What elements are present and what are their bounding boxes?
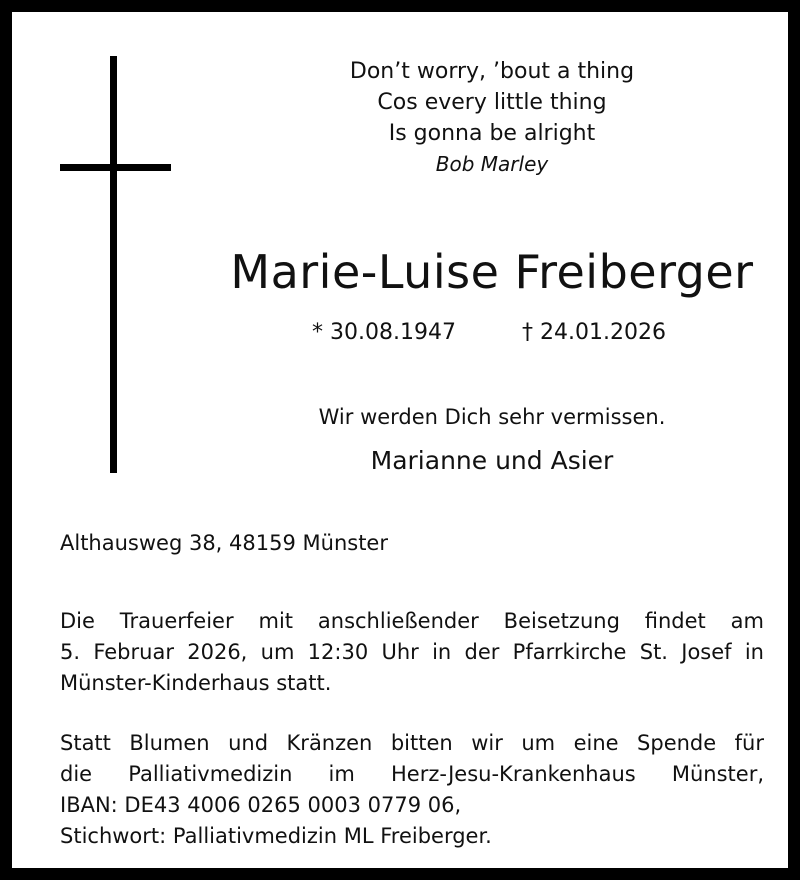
donation-line: die Palliativmedizin im Herz-Jesu-Krankenhaus Münster, bbox=[60, 762, 764, 786]
quote-block bbox=[272, 56, 712, 180]
donation-line: Statt Blumen und Kränzen bitten wir um eine Spende für bbox=[60, 731, 764, 755]
ceremony-line: Münster-Kinderhaus statt. bbox=[60, 671, 332, 695]
donation-paragraph bbox=[60, 728, 764, 852]
quote-line: Don’t worry, ’bout a thing bbox=[349, 59, 635, 84]
farewell-message: Wir werden Dich sehr vermissen. bbox=[318, 405, 666, 429]
deceased-name: Marie-Luise Freiberger bbox=[230, 245, 754, 299]
birth-date: * 30.08.1947 bbox=[312, 320, 456, 345]
quote-line: Cos every little thing bbox=[377, 90, 607, 115]
donation-keyword: Stichwort: Palliativmedizin ML Freiberger. bbox=[60, 824, 492, 848]
quote-author: Bob Marley bbox=[435, 152, 549, 176]
death-date: † 24.01.2026 bbox=[522, 320, 666, 345]
quote-line: Is gonna be alright bbox=[388, 121, 596, 146]
cross-icon bbox=[110, 56, 117, 473]
address: Althausweg 38, 48159 Münster bbox=[60, 531, 388, 555]
ceremony-line: Die Trauerfeier mit anschließender Beisetzung findet am bbox=[60, 609, 764, 633]
signers: Marianne und Asier bbox=[370, 446, 614, 475]
donation-iban: IBAN: DE43 4006 0265 0003 0779 06, bbox=[60, 793, 462, 817]
cross-icon-bar bbox=[60, 164, 171, 171]
ceremony-paragraph bbox=[60, 606, 764, 699]
ceremony-line: 5. Februar 2026, um 12:30 Uhr in der Pfarrkirche St. Josef in bbox=[60, 640, 764, 664]
